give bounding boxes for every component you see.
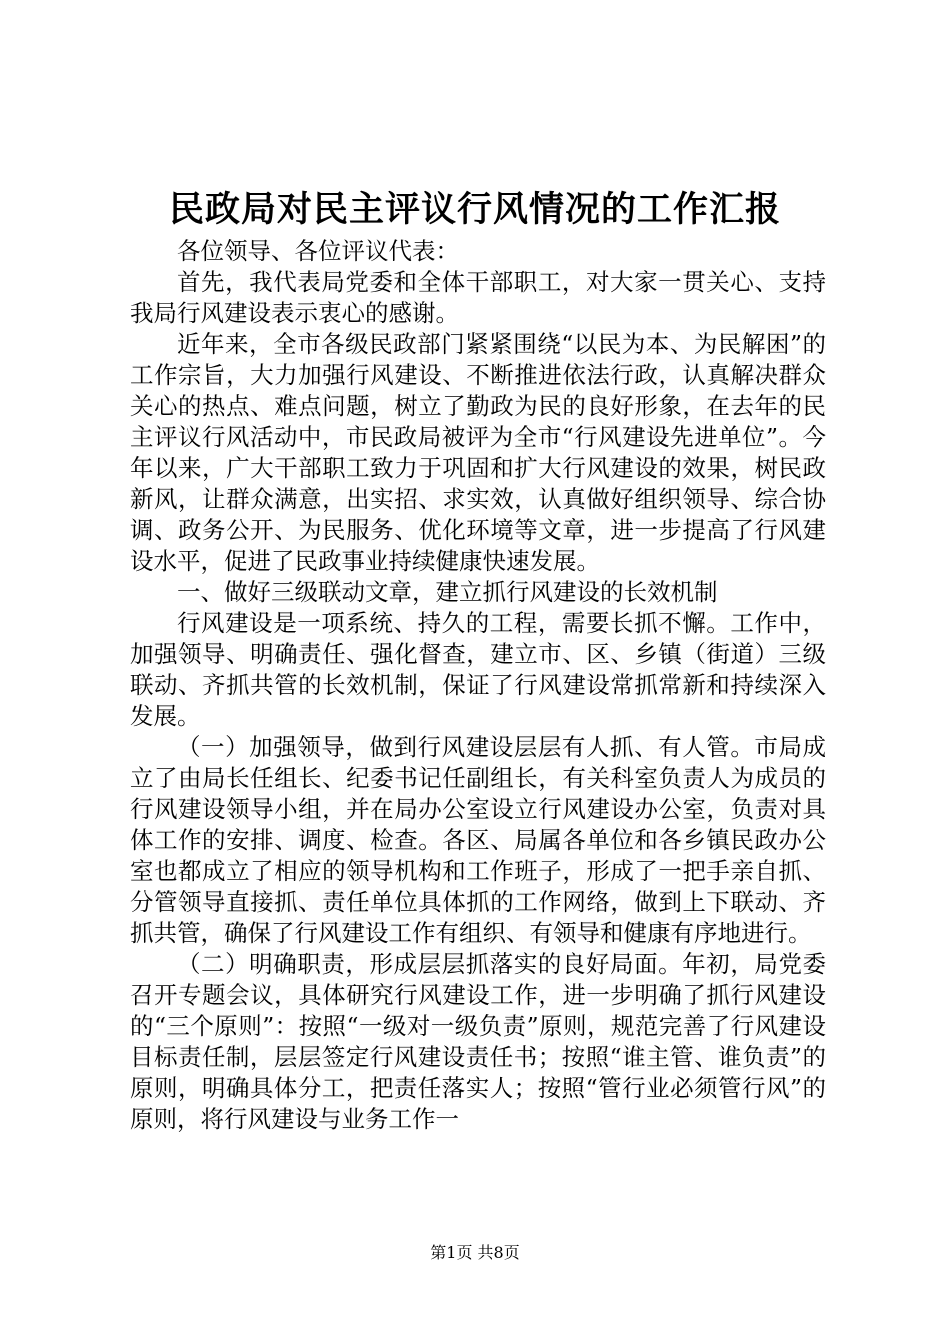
document-body — [130, 236, 826, 1135]
thanks-paragraph: 首先，我代表局党委和全体干部职工，对大家一贯关心、支持我局行风建设表示衷心的感谢。 — [130, 268, 826, 327]
subsection-2-paragraph: （二）明确职责，形成层层抓落实的良好局面。年初，局党委召开专题会议，具体研究行风建设工作，进一步明确了抓行风建设的“三个原则”：按照“一级对一级负责”原则，规范完善了行风建设目标责任制，层层签定行风建设责任书；按照“谁主管、谁负责”的原则，明确具体分工，把责任落实人；按照“管行业必须管行风”的原则，将行风建设与业务工作一 — [130, 950, 826, 1133]
intro-paragraph: 近年来，全市各级民政部门紧紧围绕“以民为本、为民解困”的工作宗旨，大力加强行风建设、不断推进依法行政，认真解决群众关心的热点、难点问题，树立了勤政为民的良好形象，在去年的民主评议行风活动中，市民政局被评为全市“行风建设先进单位”。今年以来，广大干部职工致力于巩固和扩大行风建设的效果，树民政新风，让群众满意，出实招、求实效，认真做好组织领导、综合协调、政务公开、为民服务、优化环境等文章，进一步提高了行风建设水平，促进了民政事业持续健康快速发展。 — [130, 330, 826, 575]
salutation-paragraph: 各位领导、各位评议代表： — [177, 237, 459, 265]
page-number-footer: 第1页 共8页 — [430, 1243, 520, 1262]
section-1-paragraph: 行风建设是一项系统、持久的工程，需要长抓不懈。工作中，加强领导、明确责任、强化督查，建立市、区、乡镇（街道）三级联动、齐抓共管的长效机制，保证了行风建设常抓常新和持续深入发展。 — [130, 609, 826, 730]
document-title: 民政局对民主评议行风情况的工作汇报 — [168, 189, 781, 230]
section-heading-1: 一、做好三级联动文章，建立抓行风建设的长效机制 — [177, 578, 718, 606]
subsection-1-paragraph: （一）加强领导，做到行风建设层层有人抓、有人管。市局成立了由局长任组长、纪委书记任副组长，有关科室负责人为成员的行风建设领导小组，并在局办公室设立行风建设办公室，负责对具体工作的安排、调度、检查。各区、局属各单位和各乡镇民政办公室也都成立了相应的领导机构和工作班子，形成了一把手亲自抓、分管领导直接抓、责任单位具体抓的工作网络，做到上下联动、齐抓共管，确保了行风建设工作有组织、有领导和健康有序地进行。 — [130, 733, 826, 947]
